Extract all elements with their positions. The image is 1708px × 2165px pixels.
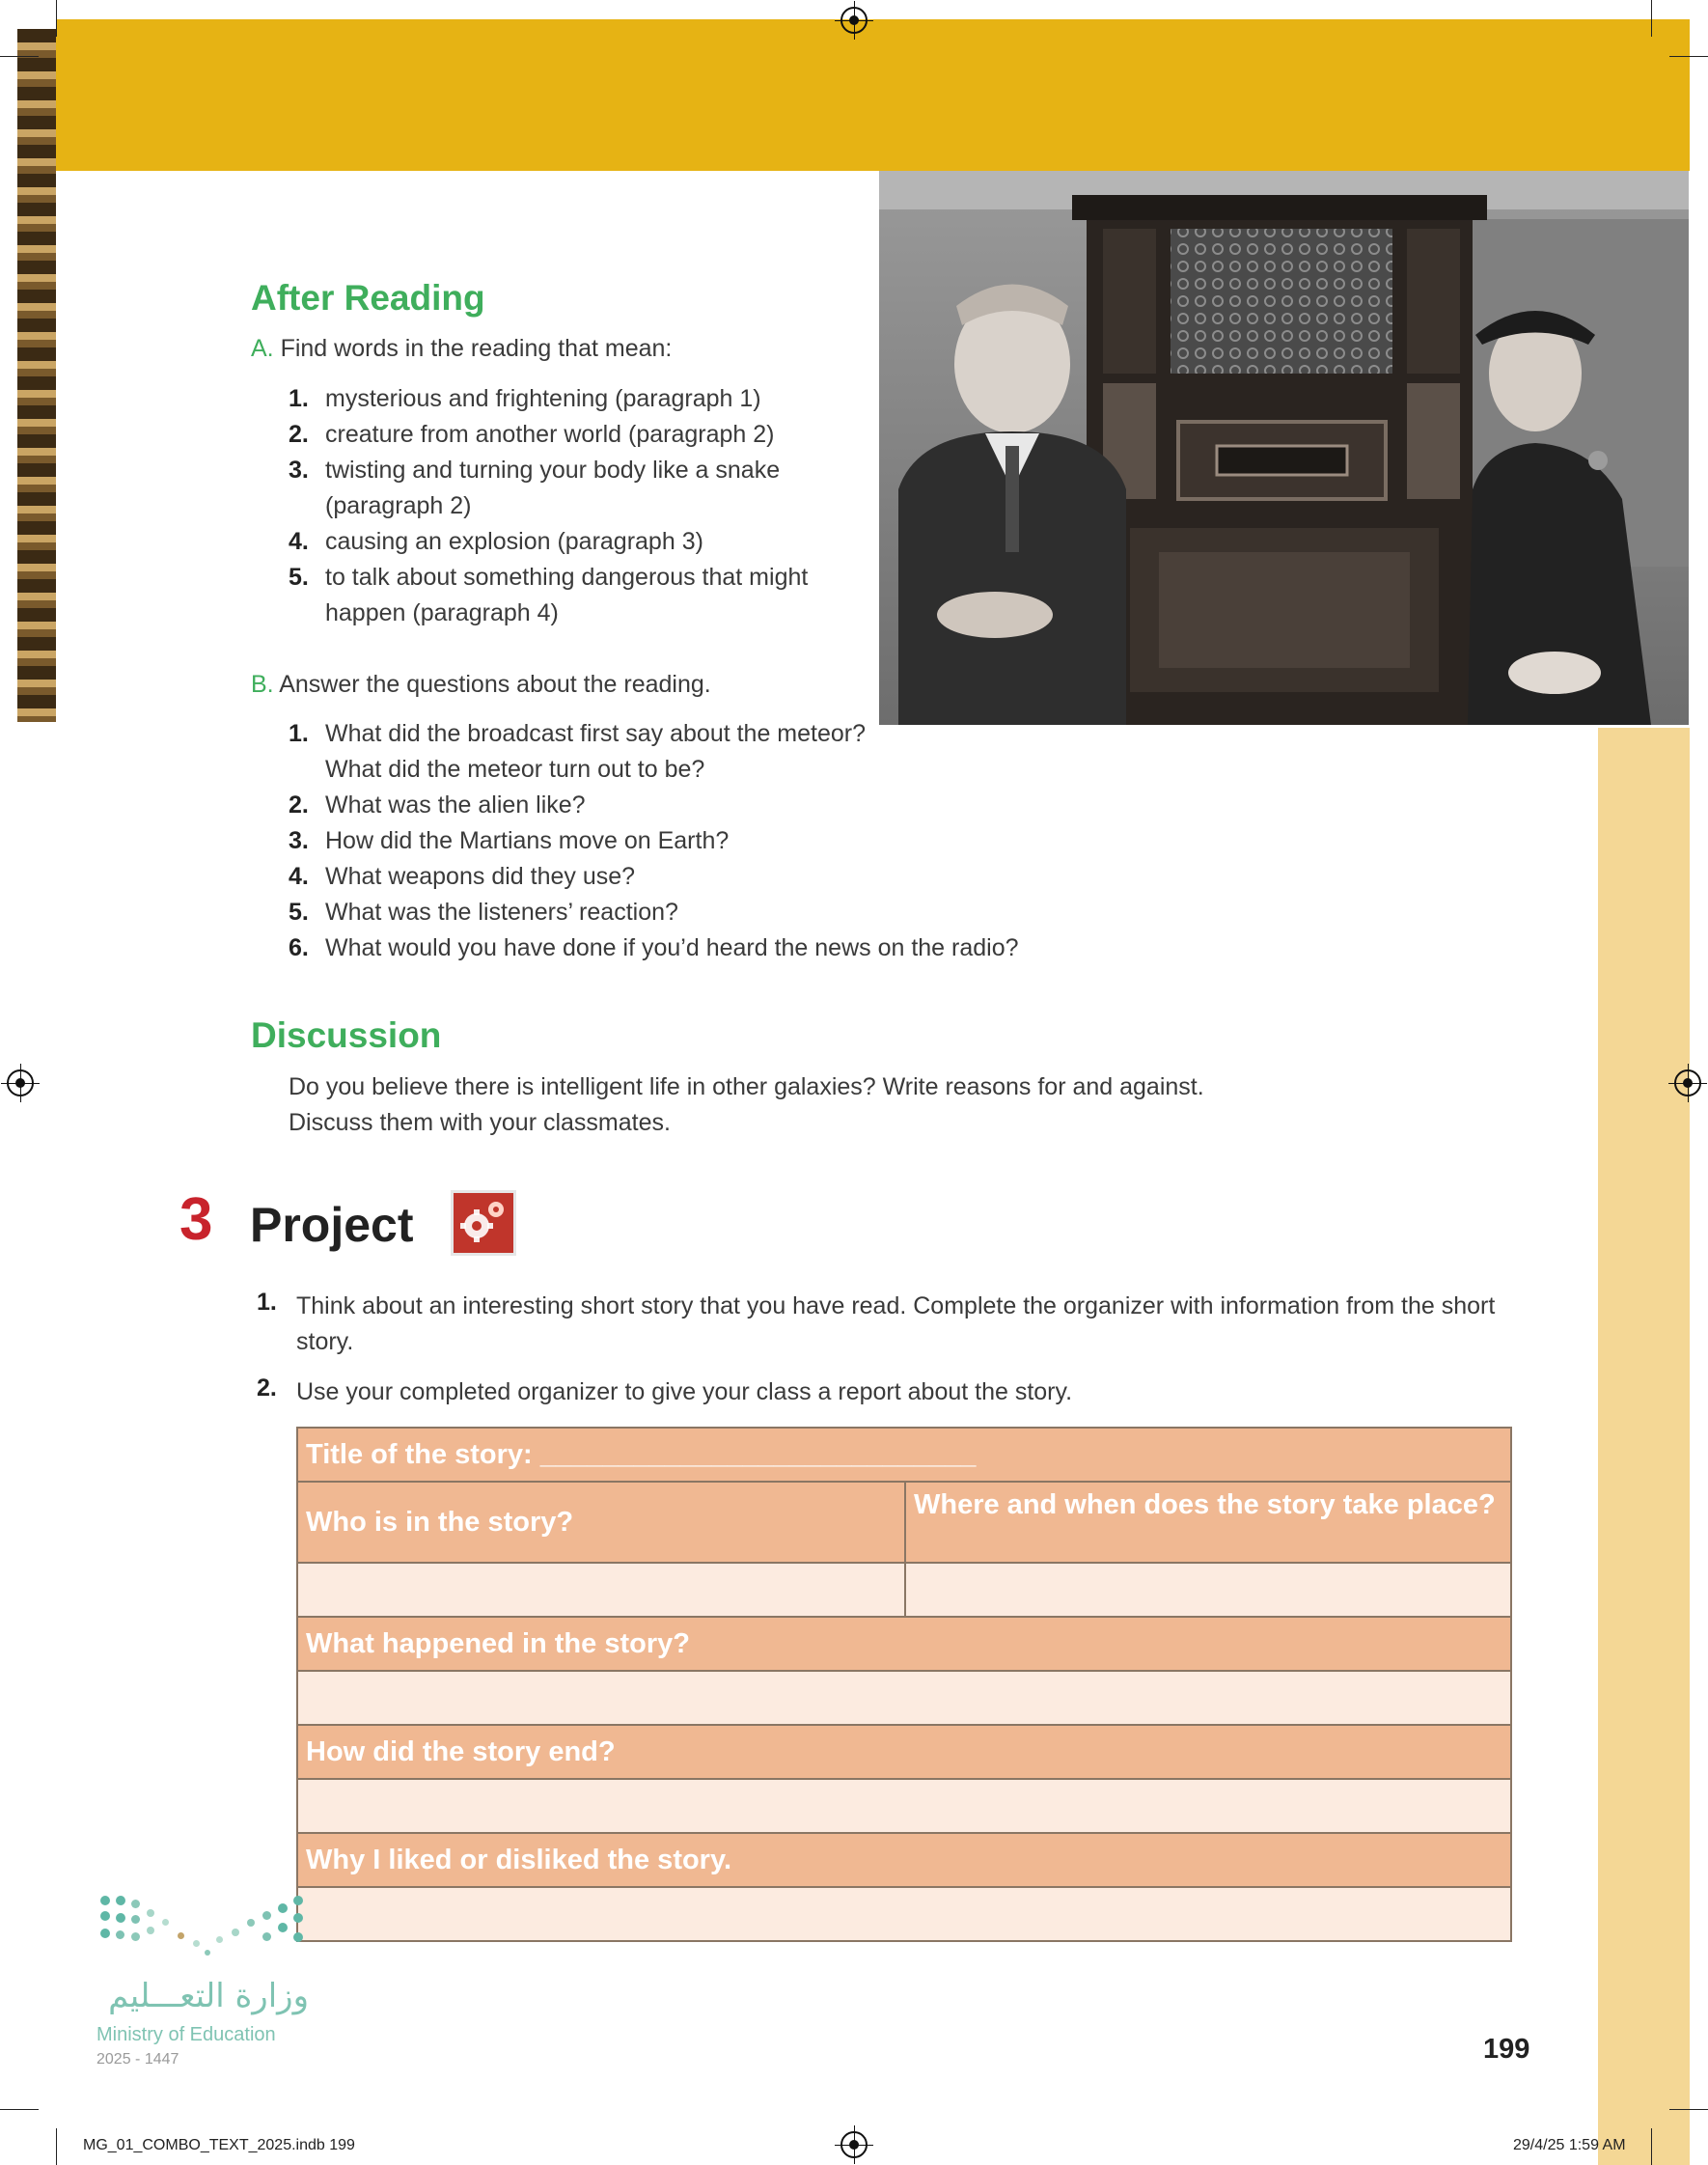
organizer-what-row <box>298 1618 1510 1672</box>
crop-mark <box>1651 0 1652 37</box>
list-item <box>289 716 885 788</box>
project-step-2 <box>257 1374 1521 1410</box>
radio-listeners-photo <box>879 171 1689 725</box>
crop-mark <box>1669 2109 1708 2110</box>
right-color-band <box>1598 728 1690 2165</box>
story-end-label: How did the story end? <box>298 1726 1510 1778</box>
story-organizer <box>296 1427 1512 1942</box>
discussion-line-2: Discuss them with your classmates. <box>289 1109 671 1136</box>
page-number: 199 <box>1483 2034 1530 2065</box>
photo-illustration <box>879 171 1689 725</box>
item-text: to talk about something dangerous that might happen (paragraph 4) <box>325 564 809 626</box>
title-of-story-label: Title of the story: ____________________________ <box>298 1429 1510 1481</box>
step-number: 2. <box>257 1374 277 1402</box>
organizer-end-row <box>298 1726 1510 1780</box>
crop-mark <box>1669 56 1708 57</box>
organizer-why-answer-row <box>298 1888 1510 1940</box>
crop-mark <box>56 2128 57 2165</box>
liked-disliked-label: Why I liked or disliked the story. <box>298 1834 1510 1886</box>
where-when-label: Where and when does the story take place? <box>906 1483 1510 1562</box>
step-text: Think about an interesting short story that you have read. Complete the organizer with information from the short story. <box>296 1292 1496 1355</box>
step-text: Use your completed organizer to give your class a report about the story. <box>296 1378 1073 1405</box>
item-number: 5. <box>289 899 309 926</box>
who-label: Who is in the story? <box>298 1483 906 1562</box>
list-item <box>289 930 1138 966</box>
item-text: What was the listeners’ reaction? <box>325 899 678 926</box>
item-text: causing an explosion (paragraph 3) <box>325 528 703 555</box>
item-text: What did the broadcast first say about the meteor? What did the meteor turn out to be? <box>325 720 867 783</box>
item-number: 4. <box>289 528 309 555</box>
item-text: mysterious and frightening (paragraph 1) <box>325 385 761 412</box>
who-answer-field[interactable] <box>298 1564 906 1616</box>
part-a-list <box>289 381 829 631</box>
organizer-who-where-row <box>298 1483 1510 1564</box>
crop-mark <box>0 2109 39 2110</box>
list-item <box>289 859 1138 895</box>
organizer-title-row <box>298 1429 1510 1483</box>
item-number: 2. <box>289 421 309 448</box>
list-item <box>289 524 829 560</box>
list-item <box>289 453 829 524</box>
step-number: 1. <box>257 1289 277 1316</box>
item-text: creature from another world (paragraph 2) <box>325 421 775 448</box>
item-text: twisting and turning your body like a snake (paragraph 2) <box>325 457 781 519</box>
liked-disliked-answer-field[interactable] <box>298 1888 1510 1940</box>
part-a-instruction-line <box>251 331 672 367</box>
discussion-heading: Discussion <box>251 1015 442 1055</box>
discussion-line-1: Do you believe there is intelligent life in other galaxies? Write reasons for and against. <box>289 1073 1204 1100</box>
ministry-name-arabic: وزارة التعـــليم <box>108 1977 309 2015</box>
registration-mark-icon <box>7 1069 34 1096</box>
item-number: 3. <box>289 457 309 484</box>
project-heading: Project <box>250 1198 414 1252</box>
item-number: 4. <box>289 863 309 890</box>
ministry-year: 2025 - 1447 <box>96 2051 179 2068</box>
ministry-logo-dots <box>96 1890 309 1967</box>
project-step-1 <box>257 1289 1521 1360</box>
registration-mark-icon <box>840 2131 868 2158</box>
organizer-who-where-answer-row <box>298 1564 1510 1618</box>
registration-mark-icon <box>1674 1069 1701 1096</box>
registration-mark-icon <box>840 7 868 34</box>
list-item <box>289 381 829 417</box>
part-a-letter: A. <box>251 335 274 362</box>
story-end-answer-field[interactable] <box>298 1780 1510 1832</box>
item-text: What weapons did they use? <box>325 863 636 890</box>
item-text: What would you have done if you’d heard the news on the radio? <box>325 934 1019 961</box>
organizer-why-row <box>298 1834 1510 1888</box>
item-number: 2. <box>289 791 309 819</box>
organizer-end-answer-row <box>298 1780 1510 1834</box>
item-number: 5. <box>289 564 309 591</box>
list-item <box>289 895 1138 930</box>
item-number: 6. <box>289 934 309 961</box>
item-text: How did the Martians move on Earth? <box>325 827 730 854</box>
print-slug-date: 29/4/25 1:59 AM <box>1513 2137 1626 2153</box>
gears-icon <box>451 1190 516 1256</box>
project-section-number: 3 <box>179 1186 213 1253</box>
list-item <box>289 417 829 453</box>
organizer-what-answer-row <box>298 1672 1510 1726</box>
part-a-instruction: Find words in the reading that mean: <box>280 335 673 362</box>
part-b-list <box>289 716 1138 966</box>
part-b-letter: B. <box>251 671 274 698</box>
part-b-instruction-line <box>251 667 711 703</box>
after-reading-heading: After Reading <box>251 278 485 318</box>
ministry-name-english: Ministry of Education <box>96 2024 276 2045</box>
list-item <box>289 560 829 631</box>
crop-mark <box>56 0 57 37</box>
where-when-answer-field[interactable] <box>906 1564 1510 1616</box>
print-slug-file: MG_01_COMBO_TEXT_2025.indb 199 <box>83 2137 355 2153</box>
what-happened-label: What happened in the story? <box>298 1618 1510 1670</box>
crop-mark <box>1651 2128 1652 2165</box>
item-number: 1. <box>289 720 309 747</box>
list-item <box>289 823 1138 859</box>
left-photo-strip <box>17 29 56 722</box>
crop-mark <box>0 56 39 57</box>
top-color-band <box>56 19 1690 171</box>
item-number: 1. <box>289 385 309 412</box>
part-b-instruction: Answer the questions about the reading. <box>279 671 711 698</box>
list-item <box>289 788 1138 823</box>
item-text: What was the alien like? <box>325 791 586 819</box>
what-happened-answer-field[interactable] <box>298 1672 1510 1724</box>
item-number: 3. <box>289 827 309 854</box>
